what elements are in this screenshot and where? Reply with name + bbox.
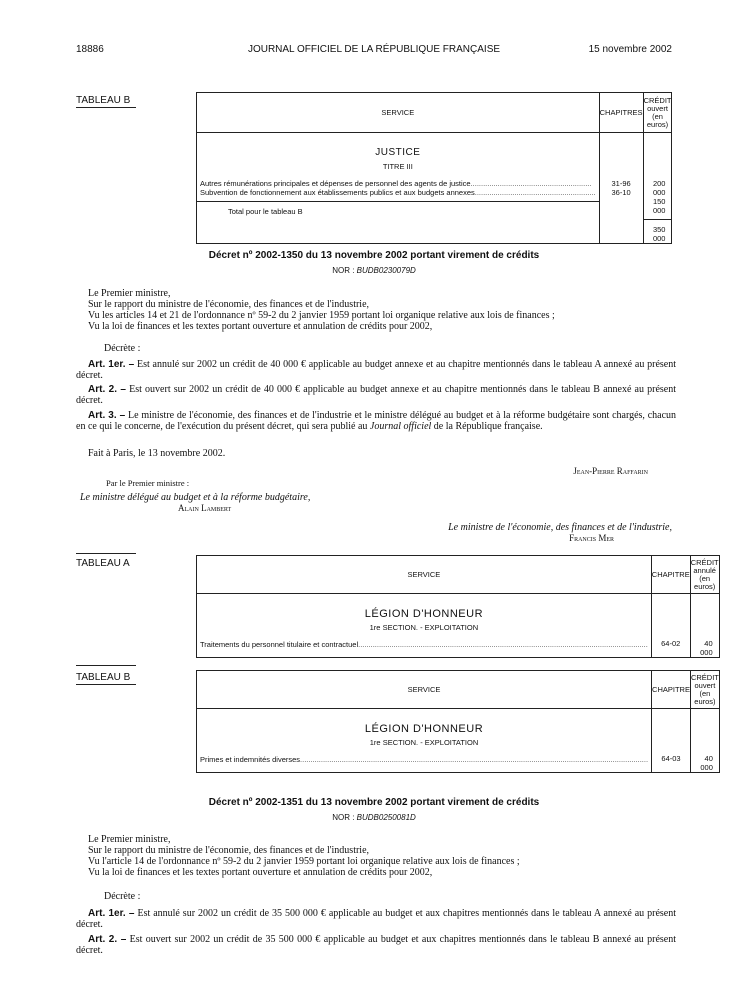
minister-2-title: Le ministre de l'économie, des finances et de l'industrie,	[448, 522, 672, 533]
section-title: JUSTICE	[375, 147, 421, 158]
total-value: 350 000	[652, 225, 666, 243]
minister-1-title: Le ministre délégué au budget et à la réforme budgétaire,	[80, 492, 311, 503]
chapitre-cell: 31-96 36-10	[599, 133, 643, 244]
col-service: SERVICE	[197, 93, 600, 133]
decree-1-nor: NOR : BUDB0230079D	[332, 266, 416, 275]
table-label-a: TABLEAU A	[76, 558, 130, 569]
minister-1-name: Alain Lambert	[178, 503, 232, 513]
table-label-b2: TABLEAU B	[76, 672, 131, 683]
intro-line: Vu l'article 14 de l'ordonnance nº 59-2 du 2 janvier 1959 portant loi organique relative aux lois de finances ;	[88, 856, 520, 867]
label-underline	[76, 684, 136, 685]
page-number: 18886	[76, 44, 104, 55]
label-overline	[76, 665, 136, 666]
service-cell	[197, 133, 600, 244]
journal-title: JOURNAL OFFICIEL DE LA RÉPUBLIQUE FRANÇAISE	[247, 44, 501, 55]
col-credit: CRÉDIT ouvert (en euros)	[690, 671, 719, 709]
table-row: Subvention de fonctionnement aux établissements publics et aux budgets annexes ..........................................................	[200, 188, 596, 197]
section-title: LÉGION D'HONNEUR	[364, 608, 484, 620]
table-row: Traitements du personnel titulaire et contractuel ...........................................................................................................................................	[200, 640, 648, 649]
publication-date: 15 novembre 2002	[588, 44, 672, 55]
subsection-title: 1re SECTION. - EXPLOITATION	[369, 738, 479, 747]
article-3: Art. 3. – Le ministre de l'économie, des finances et de l'industrie et le ministre délégué au budget et à la réforme budgétaire sont chargés, chacun en ce qui le concerne, de l'exécution du présent décret, qui sera publié au Journal officiel de la République française.	[76, 410, 677, 432]
label-overline	[76, 553, 136, 554]
table-row: Primes et indemnités diverses .......................................................................................................................................................................	[200, 755, 649, 764]
service-cell	[197, 709, 652, 773]
table-a	[196, 555, 720, 658]
col-chapitre: CHAPITRE	[651, 556, 690, 594]
col-chapitres: CHAPITRES	[599, 93, 643, 133]
signer-name: Jean-Pierre Raffarin	[573, 466, 648, 476]
article-1: Art. 1er. – Est annulé sur 2002 un crédit de 40 000 € applicable au budget annexe et au chapitre mentionnés dans le tableau A annexé au présent décret.	[76, 359, 677, 381]
intro-line: Vu la loi de finances et les textes portant ouverture et annulation de crédits pour 2002,	[88, 867, 433, 878]
par-le-line: Par le Premier ministre :	[106, 478, 190, 488]
subsection-title: TITRE III	[382, 162, 413, 171]
table-row: Autres rémunérations principales et dépenses de personnel des agents de justice ..........................................................	[200, 179, 592, 188]
credit-cell: 40 000	[690, 594, 719, 658]
decree-2-title: Décret nº 2002-1351 du 13 novembre 2002 portant virement de crédits	[208, 797, 540, 808]
minister-2-name: Francis Mer	[569, 533, 614, 543]
intro-line: Sur le rapport du ministre de l'économie, des finances et de l'industrie,	[88, 299, 370, 310]
col-credit: CRÉDIT annulé (en euros)	[690, 556, 719, 594]
intro-line: Le Premier ministre,	[88, 288, 171, 299]
table-label-b1: TABLEAU B	[76, 95, 131, 106]
section-title: LÉGION D'HONNEUR	[364, 723, 484, 735]
subsection-title: 1re SECTION. - EXPLOITATION	[369, 623, 479, 632]
col-chapitre: CHAPITRE	[652, 671, 691, 709]
table-b2	[196, 670, 720, 773]
article-2: Art. 2. – Est ouvert sur 2002 un crédit de 35 500 000 € applicable au budget et aux chapitres mentionnés dans le tableau B annexé au présent décret.	[76, 934, 676, 956]
total-label: Total pour le tableau B	[228, 207, 303, 216]
chapitre-cell: 64-03	[652, 709, 691, 773]
service-cell	[197, 594, 652, 658]
label-underline	[76, 107, 136, 108]
fait-line: Fait à Paris, le 13 novembre 2002.	[88, 448, 226, 459]
intro-line: Vu les articles 14 et 21 de l'ordonnance nº 59-2 du 2 janvier 1959 portant loi organique relative aux lois de finances ;	[88, 310, 555, 321]
decrete-line: Décrète :	[104, 891, 141, 902]
credit-cell: 200 000 150 000 350 000	[643, 133, 672, 244]
col-service: SERVICE	[197, 671, 652, 709]
intro-line: Vu la loi de finances et les textes portant ouverture et annulation de crédits pour 2002,	[88, 321, 433, 332]
col-service: SERVICE	[197, 556, 652, 594]
decree-1-title: Décret nº 2002-1350 du 13 novembre 2002 portant virement de crédits	[208, 250, 540, 261]
intro-line: Le Premier ministre,	[88, 834, 171, 845]
article-2: Art. 2. – Est ouvert sur 2002 un crédit de 40 000 € applicable au budget annexe et au chapitre mentionnés dans le tableau B annexé au présent décret.	[76, 384, 677, 406]
intro-line: Sur le rapport du ministre de l'économie, des finances et de l'industrie,	[88, 845, 370, 856]
chapitre-cell: 64-02	[651, 594, 690, 658]
col-credit: CRÉDIT ouvert (en euros)	[643, 93, 672, 133]
table-justice	[196, 92, 672, 244]
decree-2-nor: NOR : BUDB0250081D	[332, 813, 416, 822]
decrete-line: Décrète :	[104, 343, 141, 354]
article-1: Art. 1er. – Est annulé sur 2002 un crédit de 35 500 000 € applicable au budget et aux chapitres mentionnés dans le tableau A annexé au présent décret.	[76, 908, 677, 930]
credit-cell: 40 000	[690, 709, 719, 773]
